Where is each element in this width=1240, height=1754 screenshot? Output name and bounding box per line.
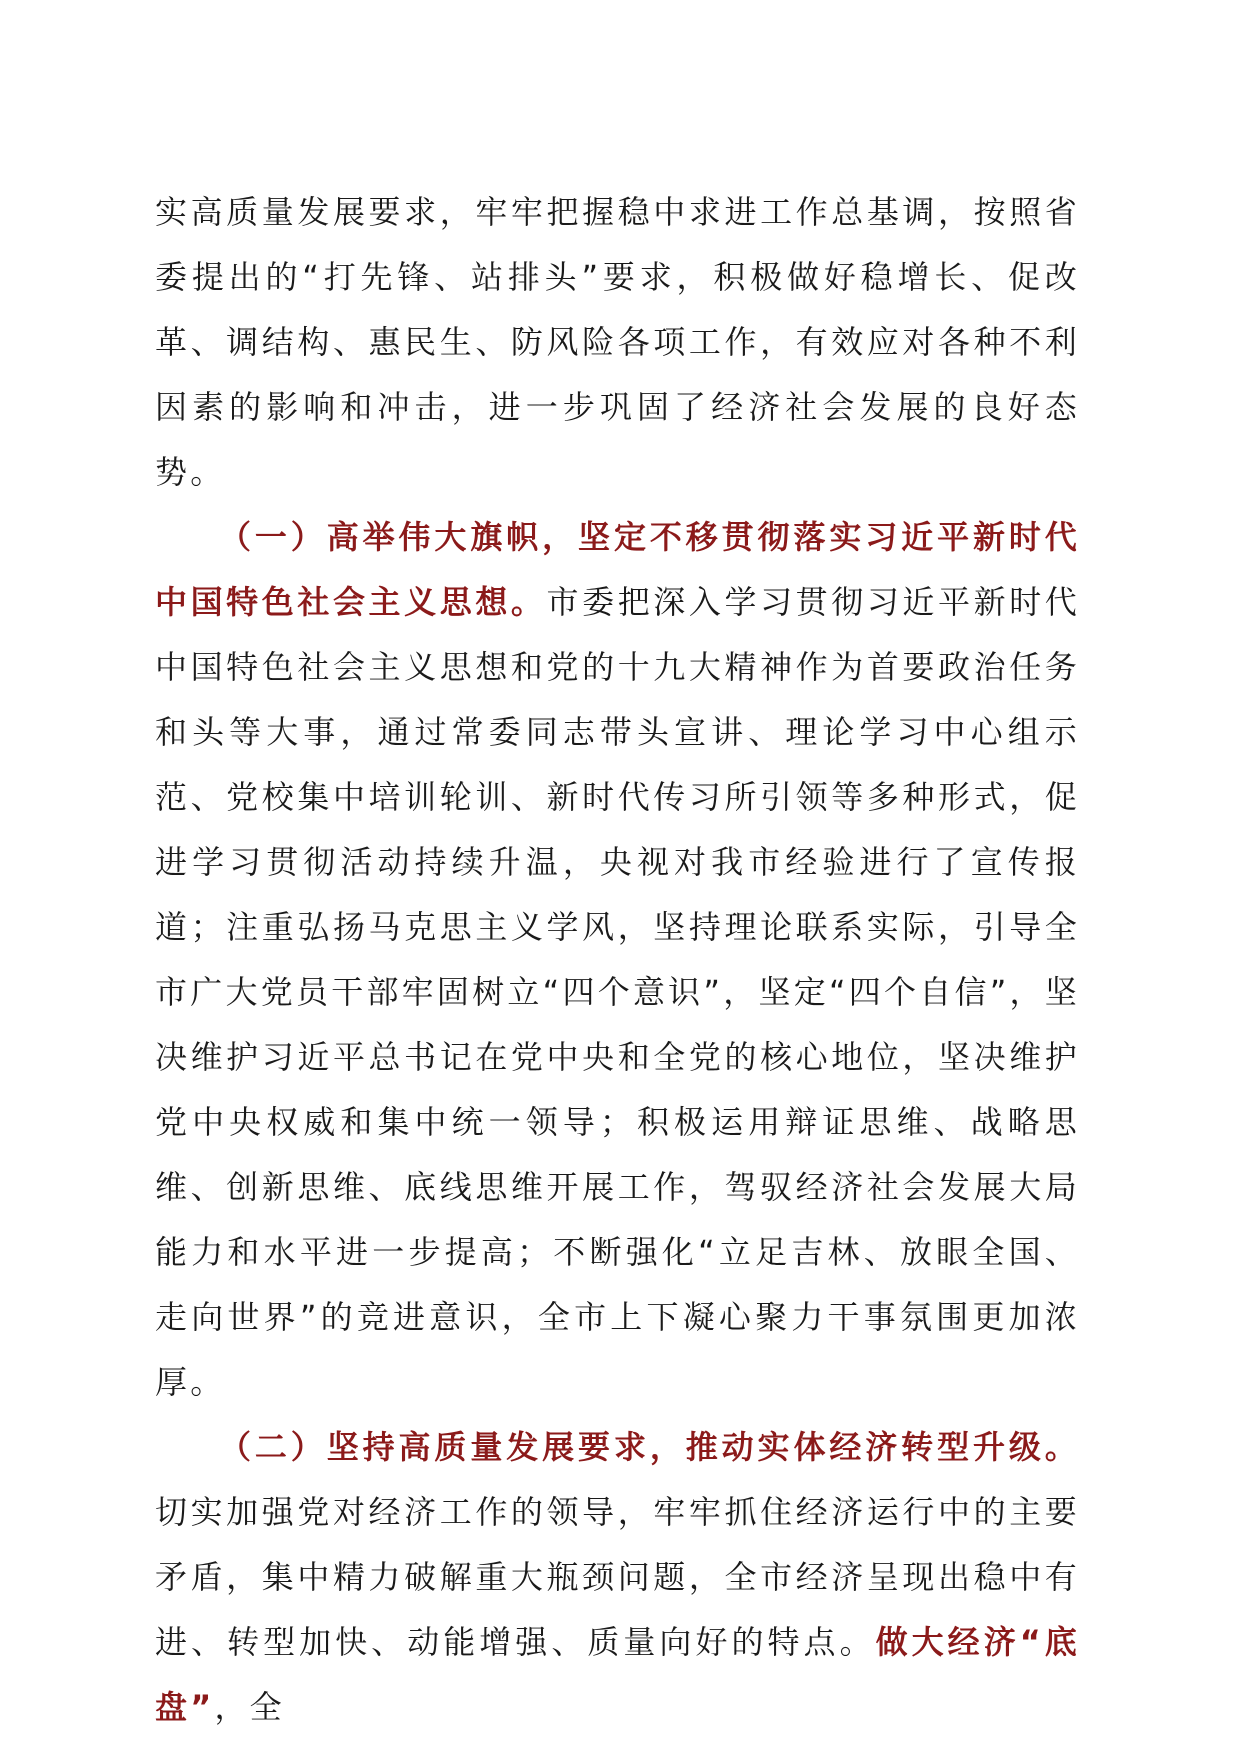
paragraph-section-2 bbox=[155, 1415, 1080, 1740]
body-text bbox=[155, 180, 1080, 1740]
paragraph-section-1 bbox=[155, 505, 1080, 1415]
section-2-body: 切实加强党对经济工作的领导，牢牢抓住经济运行中的主要矛盾，集中精力破解重大瓶颈问题，全市经济呈现出稳中有进、转型加快、动能增强、质量向好的特点。 bbox=[155, 1493, 1080, 1661]
intro-text: 实高质量发展要求，牢牢把握稳中求进工作总基调，按照省委提出的“打先锋、站排头”要求，积极做好稳增长、促改革、调结构、惠民生、防风险各项工作，有效应对各种不利因素的影响和冲击，进一步巩固了经济社会发展的良好态势。 bbox=[155, 193, 1080, 491]
section-2-subheading: 做大经济“底盘” bbox=[155, 1623, 1080, 1726]
section-2-heading: （二）坚持高质量发展要求，推动实体经济转型升级。 bbox=[219, 1428, 1080, 1466]
section-1-body: 市委把深入学习贯彻习近平新时代中国特色社会主义思想和党的十九大精神作为首要政治任务和头等大事，通过常委同志带头宣讲、理论学习中心组示范、党校集中培训轮训、新时代传习所引领等多种形式，促进学习贯彻活动持续升温，央视对我市经验进行了宣传报道；注重弘扬马克思主义学风，坚持理论联系实际，引导全市广大党员干部牢固树立“四个意识”，坚定“四个自信”，坚决维护习近平总书记在党中央和全党的核心地位，坚决维护党中央权威和集中统一领导；积极运用辩证思维、战略思维、创新思维、底线思维开展工作，驾驭经济社会发展大局能力和水平进一步提高；不断强化“立足吉林、放眼全国、走向世界”的竞进意识，全市上下凝心聚力干事氛围更加浓厚。 bbox=[155, 583, 1080, 1401]
section-1-heading: （一）高举伟大旗帜，坚定不移贯彻落实习近平新时代中国特色社会主义思想。 bbox=[155, 518, 1080, 621]
paragraph-intro bbox=[155, 180, 1080, 505]
section-2-continuation: ，全 bbox=[214, 1688, 285, 1726]
